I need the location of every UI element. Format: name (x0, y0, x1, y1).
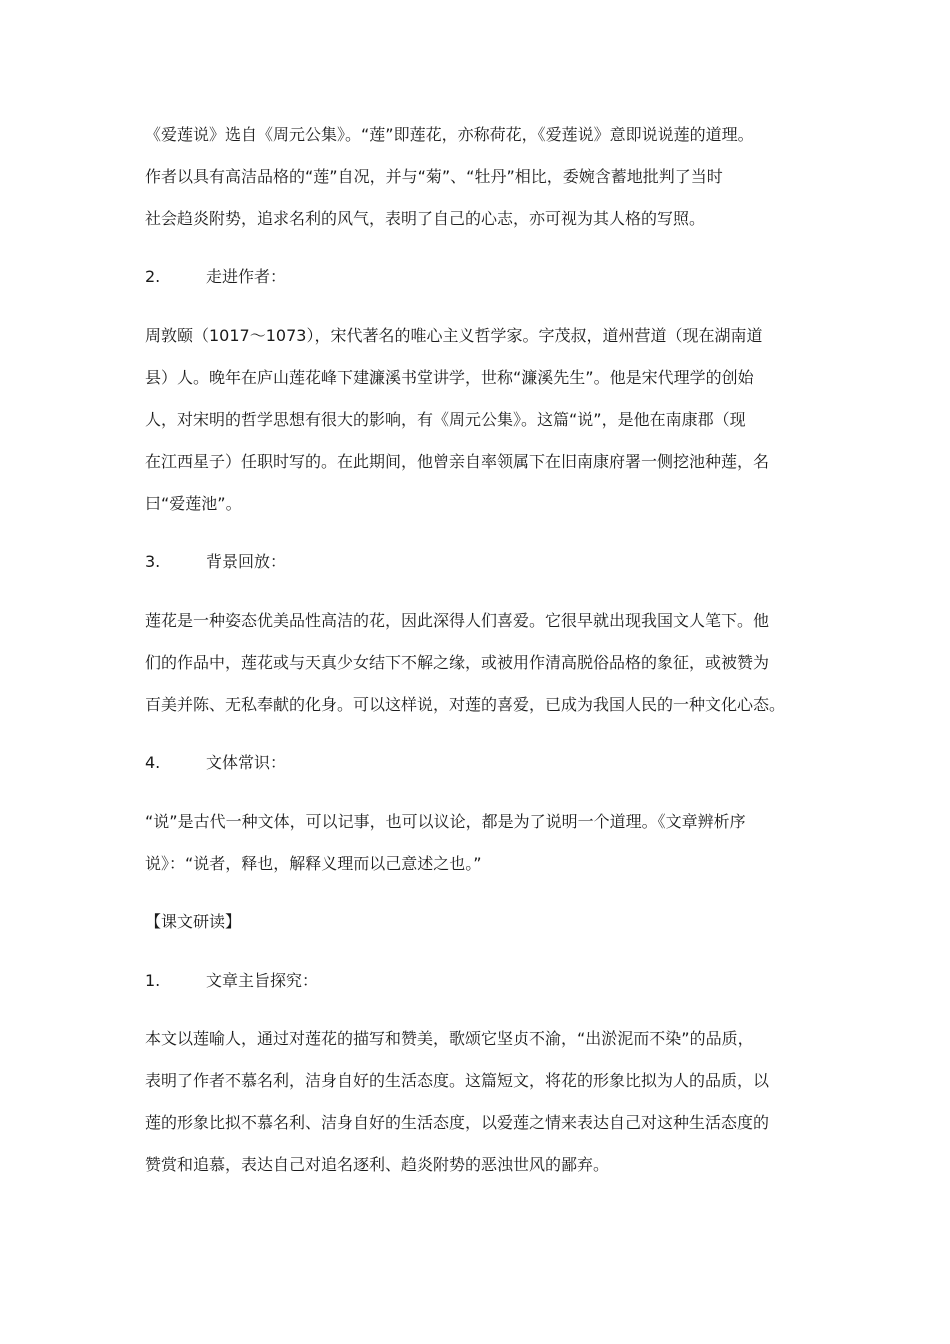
section-title: 文章主旨探究： (206, 971, 319, 990)
intro-line: 社会趋炎附势，追求名利的风气，表明了自己的心志，亦可视为其人格的写照。 (145, 209, 706, 228)
paragraph-line: 县）人。晚年在庐山莲花峰下建濂溪书堂讲学，世称“濂溪先生”。他是宋代理学的创始 (145, 368, 754, 387)
paragraph-line: 周敦颐（1017～1073），宋代著名的唯心主义哲学家。字茂叔，道州营道（现在湖南道 (145, 326, 763, 345)
paragraph-line: “说”是古代一种文体，可以记事，也可以议论，都是为了说明一个道理。《文章辨析序 (145, 812, 746, 831)
paragraph-line: 曰“爱莲池”。 (145, 494, 242, 513)
paragraph-line: 表明了作者不慕名利，洁身自好的生活态度。这篇短文，将花的形象比拟为人的品质，以 (145, 1071, 770, 1090)
intro-line: 《爱莲说》选自《周元公集》。“莲”即莲花，亦称荷花，《爱莲说》意即说说莲的道理。 (145, 125, 754, 144)
paragraph-line: 说》：“说者，释也，解释义理而以己意述之也。” (145, 854, 482, 873)
section-2-heading (145, 266, 286, 288)
paragraph-line: 人，对宋明的哲学思想有很大的影响，有《周元公集》。这篇“说”，是他在南康郡（现 (145, 410, 746, 429)
paragraph-line: 们的作品中，莲花或与天真少女结下不解之缘，或被用作清高脱俗品格的象征，或被赞为 (145, 653, 770, 672)
section-title: 文体常识： (206, 753, 287, 772)
section-4-heading (145, 752, 286, 774)
study-heading: 【课文研读】 (145, 912, 242, 931)
section-number: 3. (145, 552, 161, 571)
intro-line: 作者以具有高洁品格的“莲”自况，并与“菊”、“牡丹”相比，委婉含蓄地批判了当时 (145, 167, 723, 186)
section-number: 4. (145, 753, 161, 772)
section-number: 2. (145, 267, 161, 286)
section-title: 走进作者： (206, 267, 287, 286)
study-1-heading (145, 970, 318, 992)
paragraph-line: 赞赏和追慕，表达自己对追名逐利、趋炎附势的恶浊世风的鄙弃。 (145, 1155, 610, 1174)
paragraph-line: 莲的形象比拟不慕名利、洁身自好的生活态度，以爱莲之情来表达自己对这种生活态度的 (145, 1113, 770, 1132)
paragraph-line: 莲花是一种姿态优美品性高洁的花，因此深得人们喜爱。它很早就出现我国文人笔下。他 (145, 611, 770, 630)
paragraph-line: 在江西星子）任职时写的。在此期间，他曾亲自率领属下在旧南康府署一侧挖池种莲，名 (145, 452, 770, 471)
section-3-heading (145, 551, 286, 573)
paragraph-line: 百美并陈、无私奉献的化身。可以这样说，对莲的喜爱，已成为我国人民的一种文化心态。 (145, 695, 786, 714)
paragraph-line: 本文以莲喻人，通过对莲花的描写和赞美，歌颂它坚贞不渝，“出淤泥而不染”的品质， (145, 1029, 754, 1048)
section-title: 背景回放： (206, 552, 287, 571)
section-number: 1. (145, 971, 161, 990)
